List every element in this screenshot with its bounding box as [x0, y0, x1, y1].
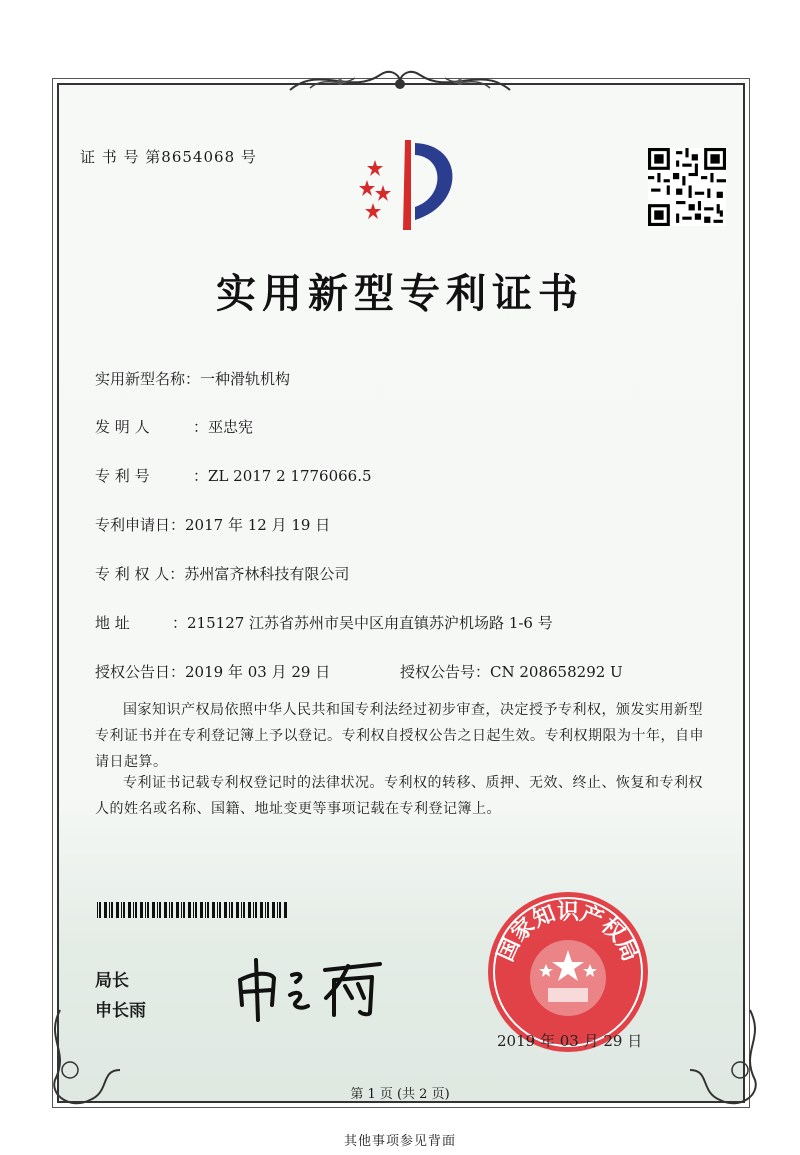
handwritten-signature — [230, 950, 405, 1025]
address-value: 215127 江苏省苏州市吴中区甪直镇苏沪机场路 1-6 号 — [187, 614, 553, 632]
label-char: 人 — [134, 418, 150, 436]
utility-name-label: 实用新型名称： — [95, 370, 201, 388]
address-label — [95, 612, 172, 633]
page-number: 第 1 页 (共 2 页) — [350, 1087, 450, 1102]
label-colon: ： — [172, 614, 188, 632]
grant-number-value: CN 208658292 U — [490, 663, 623, 681]
field-grant-number — [400, 661, 623, 682]
certificate-number: 证 书 号 第8654068 号 — [80, 148, 257, 166]
grant-number-label: 授权公告号： — [400, 663, 491, 681]
footer-note: 其他事项参见背面 — [343, 1134, 456, 1149]
seal-date: 2019 年 03 月 29 日 — [497, 1032, 643, 1050]
inventor-label — [95, 416, 193, 437]
field-filing-date — [95, 514, 330, 535]
label-char: 地 — [95, 614, 111, 632]
label-char: 明 — [114, 418, 130, 436]
field-grant-date — [95, 661, 330, 682]
paragraph-legal-status: 专利证书记载专利权登记时的法律状况。专利权的转移、质押、无效、终止、恢复和专利权人的姓名或名称、国籍、地址变更等事项记载在专利登记簿上。 — [95, 775, 703, 817]
patent-office-emblem — [345, 135, 470, 235]
field-inventor — [95, 416, 253, 437]
signatory-name: 申长雨 — [95, 1001, 146, 1021]
utility-name-value: 一种滑轨机构 — [200, 370, 291, 388]
patentee-value: 苏州富齐林科技有限公司 — [184, 565, 350, 583]
grant-date-value: 2019 年 03 月 29 日 — [185, 663, 331, 681]
signatory-title: 局长 — [95, 971, 129, 991]
field-utility-name — [95, 368, 290, 389]
label-colon: ： — [193, 418, 209, 436]
field-patentee — [95, 563, 349, 584]
field-address — [95, 612, 553, 633]
bottom-right-ornament — [680, 1000, 770, 1120]
inventor-value: 巫忠宪 — [208, 418, 254, 436]
label-char: 利 — [114, 467, 130, 485]
label-char: 址 — [114, 614, 130, 632]
label-char: 专 — [95, 467, 111, 485]
top-ornament — [280, 60, 520, 100]
paragraph-grant-statement: 国家知识产权局依照中华人民共和国专利法经过初步审查，决定授予专利权，颁发实用新型专利证书并在专利登记簿上予以登记。专利权自授权公告之日起生效。专利权期限为十年，自申请日起算。 — [95, 702, 704, 770]
field-patent-number — [95, 465, 372, 486]
grant-date-label: 授权公告日： — [95, 663, 186, 681]
seal-text: 国家知识产权局 — [493, 899, 643, 966]
patent-number-label — [95, 465, 193, 486]
filing-date-value: 2017 年 12 月 19 日 — [185, 516, 331, 534]
certificate-title: 实用新型专利证书 — [216, 270, 584, 317]
patent-number-value: ZL 2017 2 1776066.5 — [208, 467, 372, 485]
label-colon: ： — [193, 467, 209, 485]
patentee-label: 专 利 权 人： — [95, 565, 185, 583]
qr-code — [648, 148, 726, 226]
label-char: 号 — [134, 467, 150, 485]
filing-date-label: 专利申请日： — [95, 516, 186, 534]
label-char: 发 — [95, 418, 111, 436]
barcode — [97, 902, 287, 918]
